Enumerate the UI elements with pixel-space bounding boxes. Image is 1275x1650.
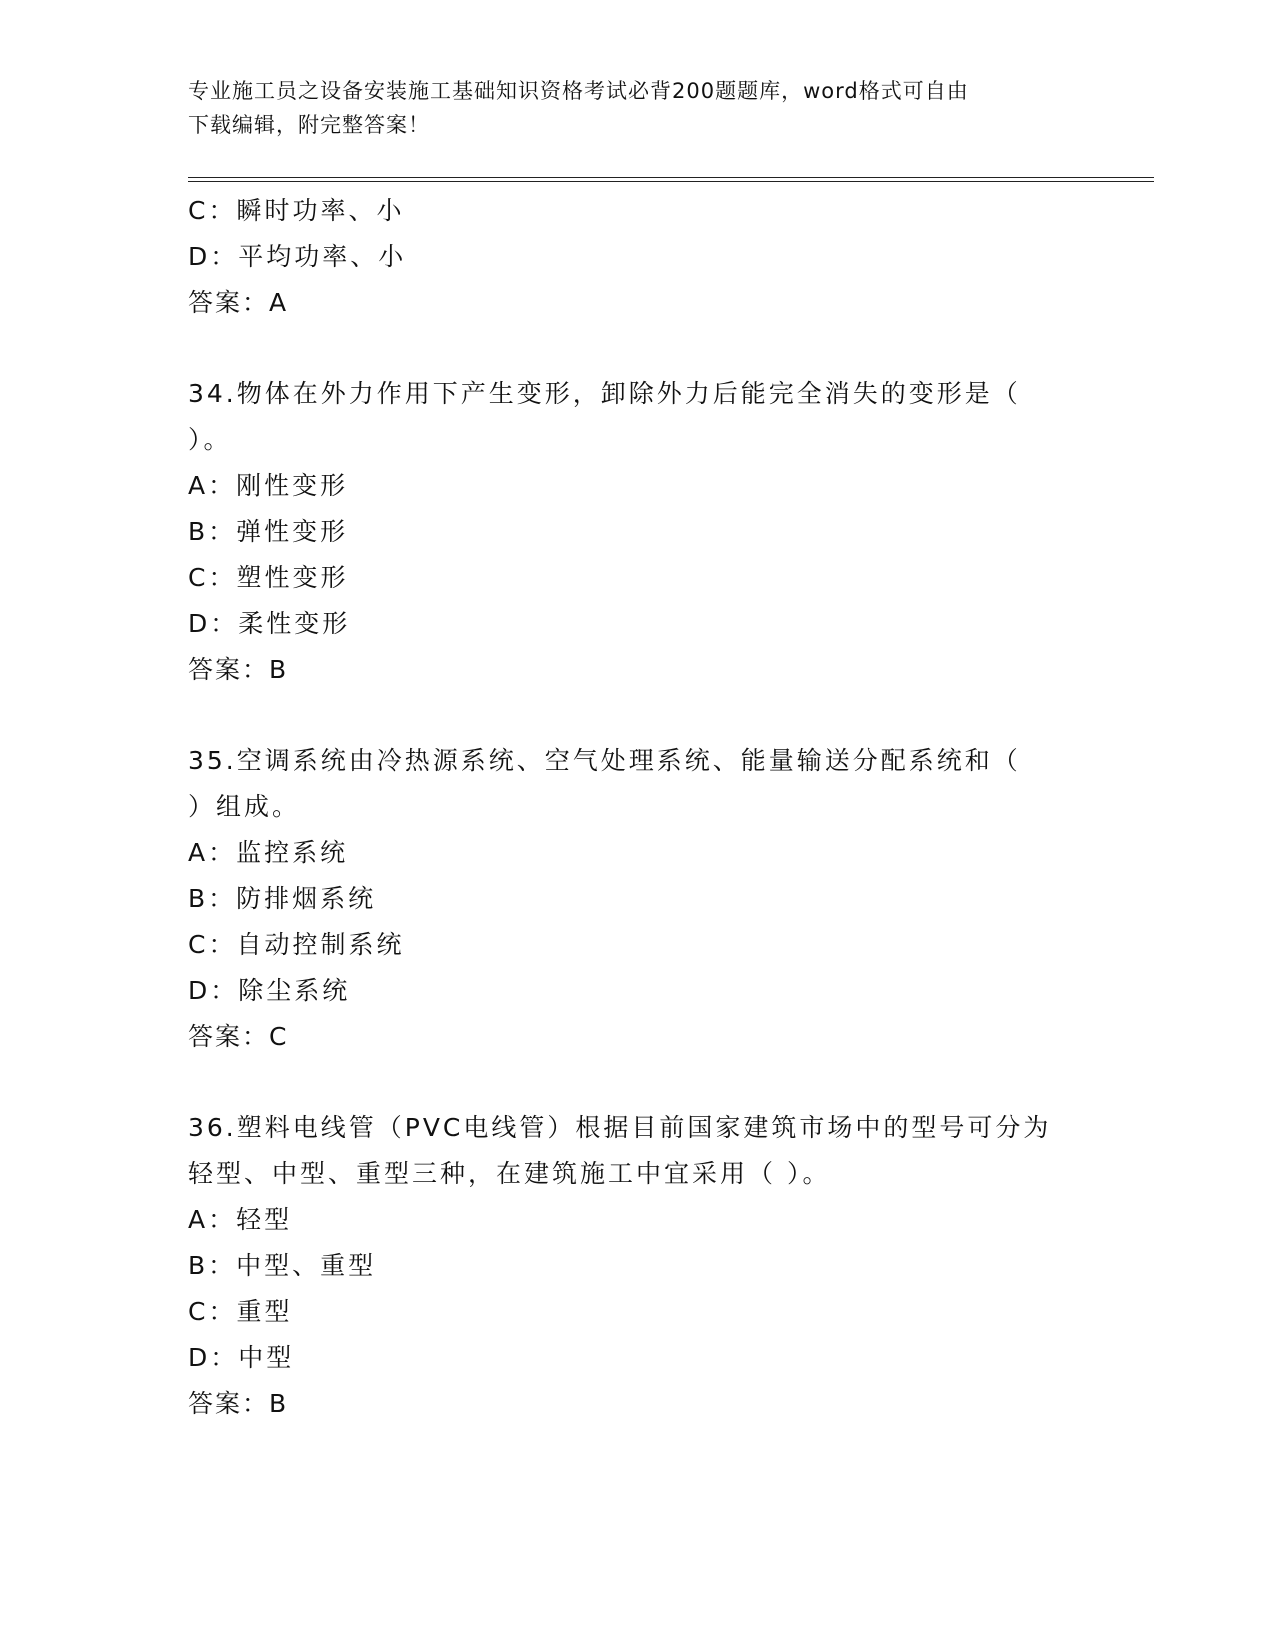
option-a: A：监控系统 bbox=[188, 838, 349, 867]
spacer bbox=[188, 1060, 1068, 1105]
question-text-line: 34.物体在外力作用下产生变形，卸除外力后能完全消失的变形是（ bbox=[188, 379, 1021, 408]
question-text-line: ）组成。 bbox=[188, 792, 301, 821]
question-34 bbox=[188, 371, 1068, 693]
option-a: A：刚性变形 bbox=[188, 471, 349, 500]
option-b: B：弹性变形 bbox=[188, 517, 349, 546]
option-b: B：防排烟系统 bbox=[188, 884, 377, 913]
option-c: C：重型 bbox=[188, 1297, 293, 1326]
question-fragment bbox=[188, 188, 1068, 326]
header-rule-bottom bbox=[188, 181, 1154, 182]
question-36 bbox=[188, 1105, 1068, 1427]
option-c: C：瞬时功率、小 bbox=[188, 196, 405, 225]
question-text-line: ）。 bbox=[188, 425, 232, 454]
answer-line: 答案：B bbox=[188, 655, 289, 684]
option-a: A：轻型 bbox=[188, 1205, 293, 1234]
answer-line: 答案：A bbox=[188, 288, 289, 317]
question-35 bbox=[188, 738, 1068, 1060]
option-b: B：中型、重型 bbox=[188, 1251, 377, 1280]
option-c: C：塑性变形 bbox=[188, 563, 349, 592]
document-header bbox=[188, 74, 1068, 142]
question-text-line: 轻型、中型、重型三种，在建筑施工中宜采用（ ）。 bbox=[188, 1159, 831, 1188]
header-line-2: 下载编辑，附完整答案！ bbox=[188, 113, 430, 137]
header-line-1: 专业施工员之设备安装施工基础知识资格考试必背200题题库，word格式可自由 bbox=[188, 79, 969, 103]
header-rule-top bbox=[188, 177, 1154, 178]
question-text-line: 36.塑料电线管（PVC电线管）根据目前国家建筑市场中的型号可分为 bbox=[188, 1113, 1052, 1142]
spacer bbox=[188, 326, 1068, 371]
question-content bbox=[188, 188, 1068, 1427]
question-text-line: 35.空调系统由冷热源系统、空气处理系统、能量输送分配系统和（ bbox=[188, 746, 1021, 775]
option-d: D：平均功率、小 bbox=[188, 242, 407, 271]
answer-line: 答案：C bbox=[188, 1022, 289, 1051]
option-d: D：柔性变形 bbox=[188, 609, 351, 638]
option-d: D：除尘系统 bbox=[188, 976, 351, 1005]
spacer bbox=[188, 693, 1068, 738]
answer-line: 答案：B bbox=[188, 1389, 289, 1418]
option-c: C：自动控制系统 bbox=[188, 930, 405, 959]
option-d: D：中型 bbox=[188, 1343, 295, 1372]
